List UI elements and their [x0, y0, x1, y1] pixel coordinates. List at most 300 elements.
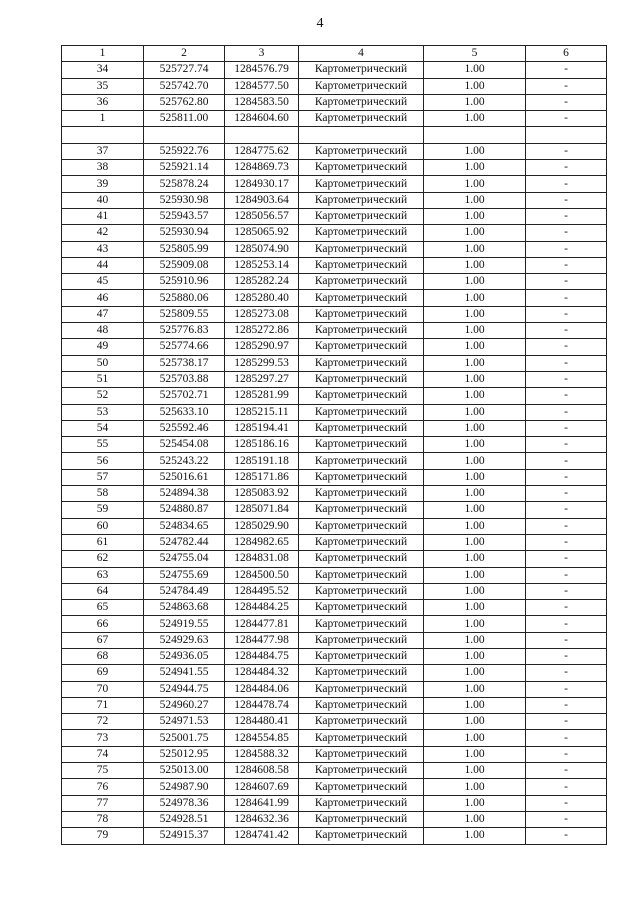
- note-cell: -: [526, 225, 607, 241]
- table-row: [62, 779, 607, 795]
- table-row: [62, 388, 607, 404]
- y-coordinate-cell: 1284576.79: [225, 62, 299, 78]
- x-coordinate-cell: 525809.55: [144, 306, 225, 322]
- y-coordinate-cell: 1285297.27: [225, 371, 299, 387]
- y-coordinate-cell: 1285186.16: [225, 437, 299, 453]
- table-row: [62, 437, 607, 453]
- point-number-cell: 37: [62, 143, 144, 159]
- table-row: [62, 469, 607, 485]
- point-number-cell: 60: [62, 518, 144, 534]
- y-coordinate-cell: 1284604.60: [225, 111, 299, 127]
- y-coordinate-cell: 1285194.41: [225, 420, 299, 436]
- table-row: [62, 420, 607, 436]
- point-number-cell: 45: [62, 274, 144, 290]
- note-cell: -: [526, 111, 607, 127]
- point-number-cell: 48: [62, 323, 144, 339]
- table-row: [62, 306, 607, 322]
- x-coordinate-cell: 525930.94: [144, 225, 225, 241]
- y-coordinate-cell: 1285074.90: [225, 241, 299, 257]
- method-cell: Картометрический: [299, 486, 424, 502]
- accuracy-cell: 1.00: [424, 518, 526, 534]
- point-number-cell: 54: [62, 420, 144, 436]
- note-cell: [526, 127, 607, 143]
- y-coordinate-cell: 1285282.24: [225, 274, 299, 290]
- note-cell: -: [526, 241, 607, 257]
- method-cell: Картометрический: [299, 632, 424, 648]
- y-coordinate-cell: 1284632.36: [225, 811, 299, 827]
- column-header: 6: [526, 46, 607, 62]
- accuracy-cell: 1.00: [424, 323, 526, 339]
- table-row: [62, 257, 607, 273]
- y-coordinate-cell: 1285290.97: [225, 339, 299, 355]
- note-cell: -: [526, 437, 607, 453]
- y-coordinate-cell: 1284484.25: [225, 600, 299, 616]
- method-cell: Картометрический: [299, 681, 424, 697]
- y-coordinate-cell: 1284577.50: [225, 78, 299, 94]
- y-coordinate-cell: 1284495.52: [225, 583, 299, 599]
- method-cell: Картометрический: [299, 763, 424, 779]
- note-cell: -: [526, 567, 607, 583]
- accuracy-cell: 1.00: [424, 225, 526, 241]
- accuracy-cell: 1.00: [424, 339, 526, 355]
- table-row: [62, 355, 607, 371]
- table-row: [62, 94, 607, 110]
- accuracy-cell: 1.00: [424, 648, 526, 664]
- y-coordinate-cell: 1284484.06: [225, 681, 299, 697]
- note-cell: -: [526, 160, 607, 176]
- x-coordinate-cell: 524755.69: [144, 567, 225, 583]
- accuracy-cell: 1.00: [424, 355, 526, 371]
- accuracy-cell: 1.00: [424, 534, 526, 550]
- table-row: [62, 62, 607, 78]
- table-row: [62, 274, 607, 290]
- method-cell: Картометрический: [299, 665, 424, 681]
- note-cell: -: [526, 697, 607, 713]
- point-number-cell: 78: [62, 811, 144, 827]
- accuracy-cell: 1.00: [424, 714, 526, 730]
- table-row: [62, 208, 607, 224]
- accuracy-cell: 1.00: [424, 290, 526, 306]
- method-cell: Картометрический: [299, 176, 424, 192]
- x-coordinate-cell: 524919.55: [144, 616, 225, 632]
- note-cell: -: [526, 502, 607, 518]
- point-number-cell: 50: [62, 355, 144, 371]
- y-coordinate-cell: 1284982.65: [225, 534, 299, 550]
- note-cell: -: [526, 306, 607, 322]
- note-cell: -: [526, 730, 607, 746]
- y-coordinate-cell: 1284641.99: [225, 795, 299, 811]
- point-number-cell: 42: [62, 225, 144, 241]
- accuracy-cell: 1.00: [424, 241, 526, 257]
- x-coordinate-cell: 525738.17: [144, 355, 225, 371]
- accuracy-cell: 1.00: [424, 681, 526, 697]
- point-number-cell: 74: [62, 746, 144, 762]
- x-coordinate-cell: 525880.06: [144, 290, 225, 306]
- y-coordinate-cell: 1285071.84: [225, 502, 299, 518]
- method-cell: Картометрический: [299, 714, 424, 730]
- point-number-cell: 46: [62, 290, 144, 306]
- table-row: [62, 534, 607, 550]
- y-coordinate-cell: 1284480.41: [225, 714, 299, 730]
- note-cell: -: [526, 486, 607, 502]
- table-row: [62, 616, 607, 632]
- y-coordinate-cell: 1284741.42: [225, 828, 299, 844]
- x-coordinate-cell: 524880.87: [144, 502, 225, 518]
- table-row: [62, 176, 607, 192]
- point-number-cell: 67: [62, 632, 144, 648]
- x-coordinate-cell: 524834.65: [144, 518, 225, 534]
- method-cell: Картометрический: [299, 404, 424, 420]
- accuracy-cell: 1.00: [424, 779, 526, 795]
- table-row: [62, 241, 607, 257]
- x-coordinate-cell: 524782.44: [144, 534, 225, 550]
- table-row: [62, 502, 607, 518]
- accuracy-cell: 1.00: [424, 486, 526, 502]
- note-cell: -: [526, 583, 607, 599]
- table-row: [62, 225, 607, 241]
- x-coordinate-cell: 524941.55: [144, 665, 225, 681]
- method-cell: Картометрический: [299, 78, 424, 94]
- table-row: [62, 583, 607, 599]
- x-coordinate-cell: 525633.10: [144, 404, 225, 420]
- table-row: [62, 160, 607, 176]
- note-cell: -: [526, 176, 607, 192]
- point-number-cell: 72: [62, 714, 144, 730]
- method-cell: Картометрический: [299, 257, 424, 273]
- point-number-cell: 79: [62, 828, 144, 844]
- table-row: [62, 697, 607, 713]
- note-cell: -: [526, 811, 607, 827]
- y-coordinate-cell: 1285065.92: [225, 225, 299, 241]
- table-row: [62, 192, 607, 208]
- note-cell: -: [526, 746, 607, 762]
- coordinates-table: [61, 45, 607, 845]
- column-header: 3: [225, 46, 299, 62]
- x-coordinate-cell: 525742.70: [144, 78, 225, 94]
- table-row: [62, 111, 607, 127]
- point-number-cell: 44: [62, 257, 144, 273]
- x-coordinate-cell: 525922.76: [144, 143, 225, 159]
- method-cell: Картометрический: [299, 111, 424, 127]
- accuracy-cell: 1.00: [424, 111, 526, 127]
- point-number-cell: 41: [62, 208, 144, 224]
- y-coordinate-cell: 1285253.14: [225, 257, 299, 273]
- table-row: [62, 714, 607, 730]
- x-coordinate-cell: 525016.61: [144, 469, 225, 485]
- table-row: [62, 681, 607, 697]
- note-cell: -: [526, 681, 607, 697]
- note-cell: -: [526, 551, 607, 567]
- method-cell: Картометрический: [299, 551, 424, 567]
- point-number-cell: 61: [62, 534, 144, 550]
- y-coordinate-cell: 1285281.99: [225, 388, 299, 404]
- note-cell: -: [526, 632, 607, 648]
- y-coordinate-cell: 1284831.08: [225, 551, 299, 567]
- x-coordinate-cell: 525878.24: [144, 176, 225, 192]
- accuracy-cell: 1.00: [424, 616, 526, 632]
- note-cell: -: [526, 62, 607, 78]
- point-number-cell: 64: [62, 583, 144, 599]
- method-cell: Картометрический: [299, 534, 424, 550]
- method-cell: Картометрический: [299, 143, 424, 159]
- method-cell: Картометрический: [299, 567, 424, 583]
- x-coordinate-cell: 524944.75: [144, 681, 225, 697]
- method-cell: [299, 127, 424, 143]
- point-number-cell: 49: [62, 339, 144, 355]
- point-number-cell: 47: [62, 306, 144, 322]
- y-coordinate-cell: 1284477.81: [225, 616, 299, 632]
- note-cell: -: [526, 795, 607, 811]
- table-row: [62, 730, 607, 746]
- table-row: [62, 78, 607, 94]
- note-cell: -: [526, 94, 607, 110]
- note-cell: -: [526, 143, 607, 159]
- method-cell: Картометрический: [299, 306, 424, 322]
- x-coordinate-cell: 524784.49: [144, 583, 225, 599]
- x-coordinate-cell: 524915.37: [144, 828, 225, 844]
- method-cell: Картометрический: [299, 600, 424, 616]
- note-cell: -: [526, 600, 607, 616]
- note-cell: -: [526, 828, 607, 844]
- point-number-cell: 76: [62, 779, 144, 795]
- point-number-cell: 55: [62, 437, 144, 453]
- x-coordinate-cell: 525702.71: [144, 388, 225, 404]
- x-coordinate-cell: 525454.08: [144, 437, 225, 453]
- column-header: 2: [144, 46, 225, 62]
- x-coordinate-cell: 525013.00: [144, 763, 225, 779]
- y-coordinate-cell: 1285056.57: [225, 208, 299, 224]
- x-coordinate-cell: 525012.95: [144, 746, 225, 762]
- method-cell: Картометрический: [299, 160, 424, 176]
- point-number-cell: 56: [62, 453, 144, 469]
- accuracy-cell: 1.00: [424, 828, 526, 844]
- table-row: [62, 811, 607, 827]
- method-cell: Картометрический: [299, 388, 424, 404]
- table-row: [62, 143, 607, 159]
- point-number-cell: 71: [62, 697, 144, 713]
- point-number-cell: 36: [62, 94, 144, 110]
- note-cell: -: [526, 420, 607, 436]
- accuracy-cell: [424, 127, 526, 143]
- y-coordinate-cell: 1285029.90: [225, 518, 299, 534]
- point-number-cell: 63: [62, 567, 144, 583]
- x-coordinate-cell: 525930.98: [144, 192, 225, 208]
- x-coordinate-cell: 525910.96: [144, 274, 225, 290]
- x-coordinate-cell: 525805.99: [144, 241, 225, 257]
- x-coordinate-cell: 525921.14: [144, 160, 225, 176]
- method-cell: Картометрический: [299, 323, 424, 339]
- table-row: [62, 453, 607, 469]
- point-number-cell: 35: [62, 78, 144, 94]
- accuracy-cell: 1.00: [424, 453, 526, 469]
- note-cell: -: [526, 371, 607, 387]
- column-header: 1: [62, 46, 144, 62]
- point-number-cell: 66: [62, 616, 144, 632]
- note-cell: -: [526, 274, 607, 290]
- x-coordinate-cell: 524929.63: [144, 632, 225, 648]
- x-coordinate-cell: 524894.38: [144, 486, 225, 502]
- point-number-cell: 38: [62, 160, 144, 176]
- y-coordinate-cell: 1284477.98: [225, 632, 299, 648]
- note-cell: -: [526, 665, 607, 681]
- y-coordinate-cell: 1285083.92: [225, 486, 299, 502]
- y-coordinate-cell: 1285273.08: [225, 306, 299, 322]
- accuracy-cell: 1.00: [424, 274, 526, 290]
- table-row: [62, 404, 607, 420]
- method-cell: Картометрический: [299, 420, 424, 436]
- point-number-cell: 68: [62, 648, 144, 664]
- note-cell: -: [526, 763, 607, 779]
- accuracy-cell: 1.00: [424, 795, 526, 811]
- y-coordinate-cell: 1284930.17: [225, 176, 299, 192]
- y-coordinate-cell: 1285171.86: [225, 469, 299, 485]
- accuracy-cell: 1.00: [424, 208, 526, 224]
- y-coordinate-cell: 1285280.40: [225, 290, 299, 306]
- method-cell: Картометрический: [299, 811, 424, 827]
- y-coordinate-cell: 1284608.58: [225, 763, 299, 779]
- table-row: [62, 828, 607, 844]
- y-coordinate-cell: 1284500.50: [225, 567, 299, 583]
- point-number-cell: 1: [62, 111, 144, 127]
- y-coordinate-cell: 1284775.62: [225, 143, 299, 159]
- x-coordinate-cell: 525909.08: [144, 257, 225, 273]
- point-number-cell: 59: [62, 502, 144, 518]
- method-cell: Картометрический: [299, 502, 424, 518]
- x-coordinate-cell: 525727.74: [144, 62, 225, 78]
- note-cell: -: [526, 648, 607, 664]
- method-cell: Картометрический: [299, 453, 424, 469]
- table-row: [62, 763, 607, 779]
- table-row: [62, 648, 607, 664]
- note-cell: -: [526, 388, 607, 404]
- accuracy-cell: 1.00: [424, 697, 526, 713]
- method-cell: Картометрический: [299, 371, 424, 387]
- method-cell: Картометрический: [299, 795, 424, 811]
- table-row: [62, 323, 607, 339]
- accuracy-cell: 1.00: [424, 600, 526, 616]
- accuracy-cell: 1.00: [424, 437, 526, 453]
- point-number-cell: 77: [62, 795, 144, 811]
- method-cell: Картометрический: [299, 192, 424, 208]
- x-coordinate-cell: 524987.90: [144, 779, 225, 795]
- note-cell: -: [526, 714, 607, 730]
- x-coordinate-cell: 525703.88: [144, 371, 225, 387]
- method-cell: Картометрический: [299, 208, 424, 224]
- method-cell: Картометрический: [299, 616, 424, 632]
- x-coordinate-cell: 524978.36: [144, 795, 225, 811]
- x-coordinate-cell: 525243.22: [144, 453, 225, 469]
- point-number-cell: 75: [62, 763, 144, 779]
- x-coordinate-cell: 525776.83: [144, 323, 225, 339]
- table-row: [62, 127, 607, 143]
- method-cell: Картометрический: [299, 274, 424, 290]
- note-cell: -: [526, 257, 607, 273]
- accuracy-cell: 1.00: [424, 665, 526, 681]
- table-row: [62, 795, 607, 811]
- x-coordinate-cell: 525943.57: [144, 208, 225, 224]
- x-coordinate-cell: 525774.66: [144, 339, 225, 355]
- y-coordinate-cell: 1284869.73: [225, 160, 299, 176]
- table-row: [62, 486, 607, 502]
- x-coordinate-cell: 524928.51: [144, 811, 225, 827]
- table-header-row: [62, 46, 607, 62]
- y-coordinate-cell: 1285191.18: [225, 453, 299, 469]
- point-number-cell: 52: [62, 388, 144, 404]
- x-coordinate-cell: 524936.05: [144, 648, 225, 664]
- accuracy-cell: 1.00: [424, 257, 526, 273]
- accuracy-cell: 1.00: [424, 632, 526, 648]
- accuracy-cell: 1.00: [424, 94, 526, 110]
- note-cell: -: [526, 518, 607, 534]
- y-coordinate-cell: 1285215.11: [225, 404, 299, 420]
- method-cell: Картометрический: [299, 828, 424, 844]
- y-coordinate-cell: 1284583.50: [225, 94, 299, 110]
- y-coordinate-cell: 1284484.32: [225, 665, 299, 681]
- point-number-cell: 62: [62, 551, 144, 567]
- accuracy-cell: 1.00: [424, 567, 526, 583]
- method-cell: Картометрический: [299, 469, 424, 485]
- accuracy-cell: 1.00: [424, 371, 526, 387]
- accuracy-cell: 1.00: [424, 469, 526, 485]
- method-cell: Картометрический: [299, 355, 424, 371]
- note-cell: -: [526, 192, 607, 208]
- table-row: [62, 567, 607, 583]
- method-cell: Картометрический: [299, 225, 424, 241]
- y-coordinate-cell: 1284903.64: [225, 192, 299, 208]
- table-row: [62, 518, 607, 534]
- method-cell: Картометрический: [299, 339, 424, 355]
- point-number-cell: 57: [62, 469, 144, 485]
- accuracy-cell: 1.00: [424, 62, 526, 78]
- point-number-cell: 69: [62, 665, 144, 681]
- y-coordinate-cell: 1284588.32: [225, 746, 299, 762]
- note-cell: -: [526, 616, 607, 632]
- accuracy-cell: 1.00: [424, 78, 526, 94]
- y-coordinate-cell: [225, 127, 299, 143]
- accuracy-cell: 1.00: [424, 176, 526, 192]
- note-cell: -: [526, 290, 607, 306]
- accuracy-cell: 1.00: [424, 502, 526, 518]
- point-number-cell: 58: [62, 486, 144, 502]
- method-cell: Картометрический: [299, 697, 424, 713]
- accuracy-cell: 1.00: [424, 420, 526, 436]
- note-cell: -: [526, 323, 607, 339]
- point-number-cell: 39: [62, 176, 144, 192]
- point-number-cell: 34: [62, 62, 144, 78]
- table-row: [62, 665, 607, 681]
- table-row: [62, 632, 607, 648]
- method-cell: Картометрический: [299, 746, 424, 762]
- method-cell: Картометрический: [299, 437, 424, 453]
- accuracy-cell: 1.00: [424, 811, 526, 827]
- column-header: 5: [424, 46, 526, 62]
- accuracy-cell: 1.00: [424, 160, 526, 176]
- x-coordinate-cell: 525762.80: [144, 94, 225, 110]
- x-coordinate-cell: 524755.04: [144, 551, 225, 567]
- accuracy-cell: 1.00: [424, 192, 526, 208]
- method-cell: Картометрический: [299, 290, 424, 306]
- method-cell: Картометрический: [299, 779, 424, 795]
- accuracy-cell: 1.00: [424, 404, 526, 420]
- table-row: [62, 371, 607, 387]
- method-cell: Картометрический: [299, 62, 424, 78]
- point-number-cell: 51: [62, 371, 144, 387]
- x-coordinate-cell: 524863.68: [144, 600, 225, 616]
- note-cell: -: [526, 469, 607, 485]
- method-cell: Картометрический: [299, 730, 424, 746]
- point-number-cell: 53: [62, 404, 144, 420]
- point-number-cell: 73: [62, 730, 144, 746]
